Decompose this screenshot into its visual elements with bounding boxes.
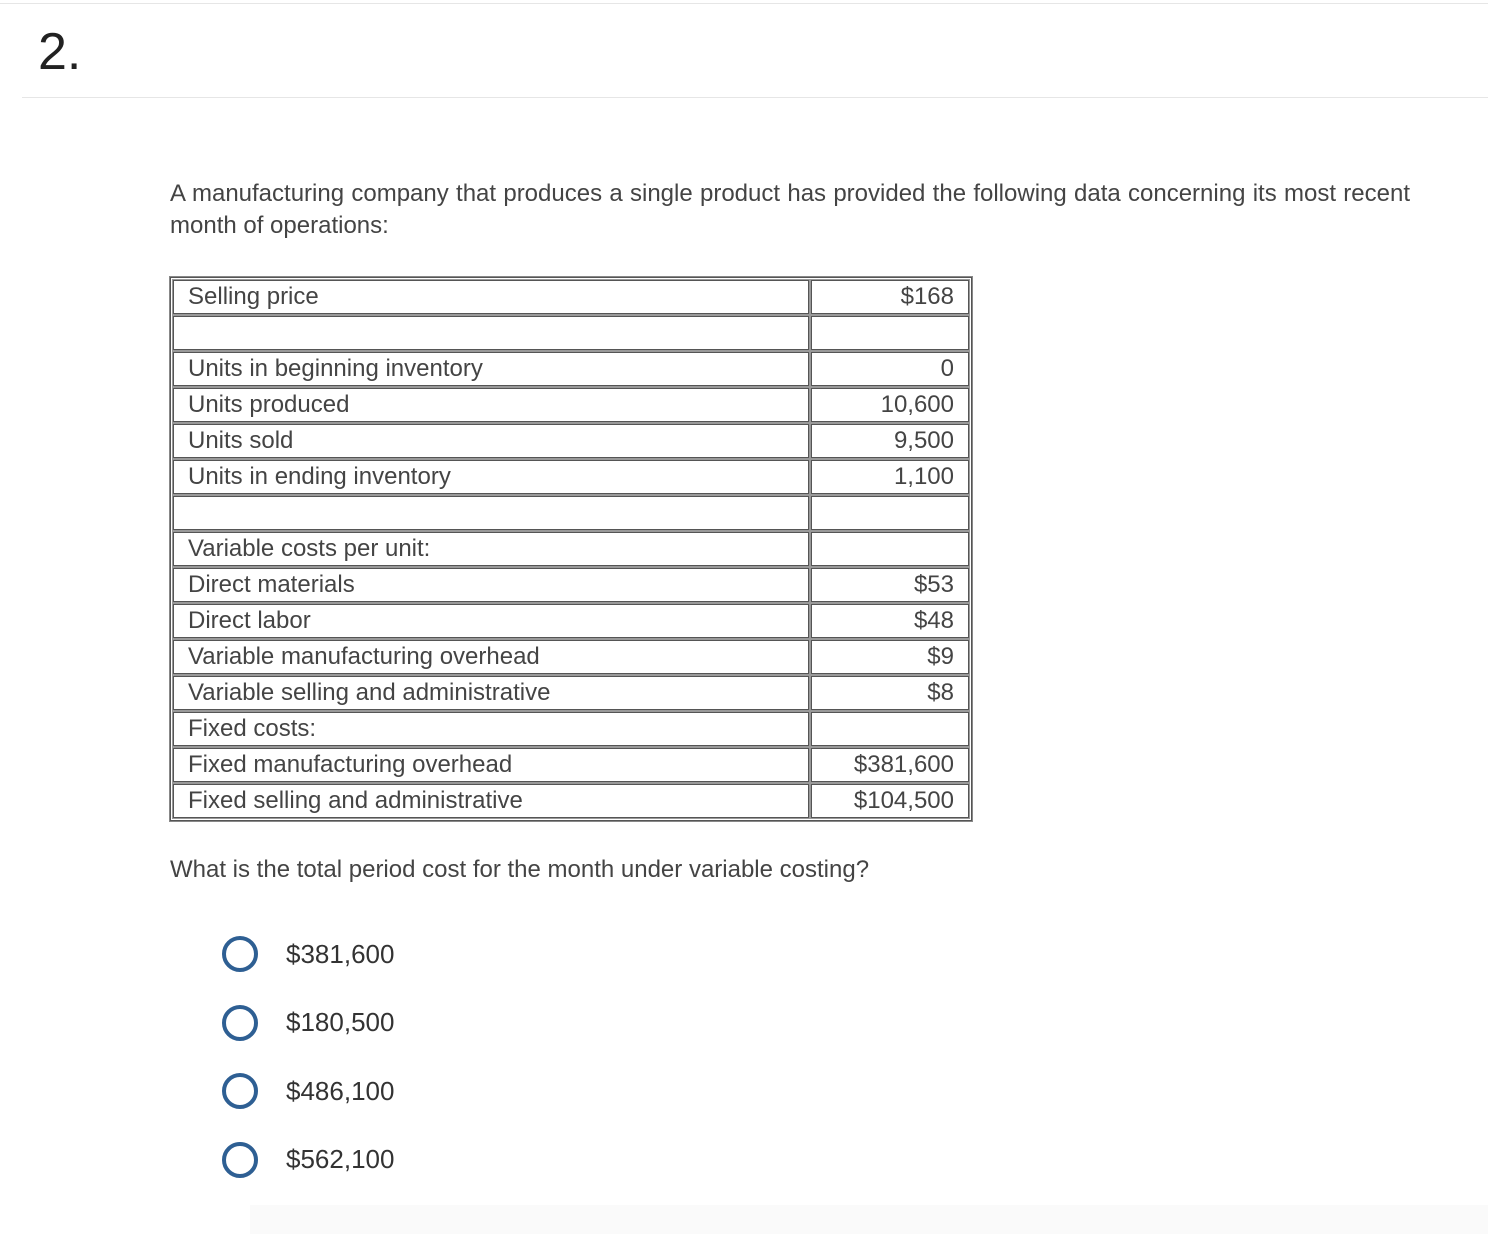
table-row bbox=[173, 460, 969, 494]
answer-option-4[interactable] bbox=[222, 1140, 394, 1180]
question-prompt: A manufacturing company that produces a single product has provided the following data concerning its most recent month of operations: bbox=[170, 180, 1410, 239]
row-value: $53 bbox=[811, 568, 969, 602]
row-label: Variable selling and administrative bbox=[173, 676, 809, 710]
radio-button-icon[interactable] bbox=[222, 936, 258, 972]
table-row bbox=[173, 568, 969, 602]
answer-option-label: $180,500 bbox=[286, 1007, 395, 1037]
row-value: 10,600 bbox=[811, 388, 969, 422]
answer-option-label: $486,100 bbox=[286, 1075, 395, 1106]
data-table bbox=[170, 277, 972, 821]
radio-button-icon[interactable] bbox=[222, 1005, 258, 1041]
answer-options bbox=[222, 934, 394, 1208]
table-row bbox=[173, 748, 969, 782]
row-value: $104,500 bbox=[811, 784, 969, 818]
row-value bbox=[811, 712, 969, 746]
table-row bbox=[173, 424, 969, 458]
row-label: Units in beginning inventory bbox=[173, 352, 809, 386]
table-row bbox=[173, 316, 969, 350]
table-row bbox=[173, 388, 969, 422]
answer-option-3[interactable] bbox=[222, 1071, 394, 1111]
row-value bbox=[811, 496, 969, 530]
row-value: 1,100 bbox=[811, 460, 969, 494]
row-value: $381,600 bbox=[811, 748, 969, 782]
radio-button-icon[interactable] bbox=[222, 1073, 258, 1109]
row-value bbox=[811, 532, 969, 566]
table-row bbox=[173, 604, 969, 638]
row-label: Units sold bbox=[173, 424, 809, 458]
row-label: Units in ending inventory bbox=[173, 460, 809, 494]
header-divider bbox=[22, 97, 1488, 98]
answer-option-2[interactable] bbox=[222, 1003, 394, 1043]
table-row bbox=[173, 784, 969, 818]
table-row bbox=[173, 496, 969, 530]
table-row bbox=[173, 712, 969, 746]
row-label bbox=[173, 496, 809, 530]
row-value: $48 bbox=[811, 604, 969, 638]
row-value: $168 bbox=[811, 280, 969, 314]
table-row bbox=[173, 640, 969, 674]
row-label: Units produced bbox=[173, 388, 809, 422]
table-row bbox=[173, 280, 969, 314]
row-label: Fixed costs: bbox=[173, 712, 809, 746]
row-value: $9 bbox=[811, 640, 969, 674]
table-row bbox=[173, 352, 969, 386]
answer-option-1[interactable] bbox=[222, 934, 394, 974]
question-number: 2. bbox=[38, 23, 82, 81]
row-value: $8 bbox=[811, 676, 969, 710]
row-label bbox=[173, 316, 809, 350]
bottom-shade bbox=[250, 1205, 1488, 1234]
row-label: Direct materials bbox=[173, 568, 809, 602]
row-label: Fixed selling and administrative bbox=[173, 784, 809, 818]
question-text: What is the total period cost for the month under variable costing? bbox=[170, 856, 870, 883]
row-label: Variable costs per unit: bbox=[173, 532, 809, 566]
row-label: Direct labor bbox=[173, 604, 809, 638]
answer-option-label: $562,100 bbox=[286, 1144, 395, 1174]
top-divider bbox=[0, 3, 1488, 4]
row-label: Selling price bbox=[173, 280, 809, 314]
table-row bbox=[173, 676, 969, 710]
row-label: Fixed manufacturing overhead bbox=[173, 748, 809, 782]
row-value: 9,500 bbox=[811, 424, 969, 458]
answer-option-label: $381,600 bbox=[286, 938, 395, 969]
table-row bbox=[173, 532, 969, 566]
radio-button-icon[interactable] bbox=[222, 1142, 258, 1178]
row-value bbox=[811, 316, 969, 350]
row-value: 0 bbox=[811, 352, 969, 386]
row-label: Variable manufacturing overhead bbox=[173, 640, 809, 674]
